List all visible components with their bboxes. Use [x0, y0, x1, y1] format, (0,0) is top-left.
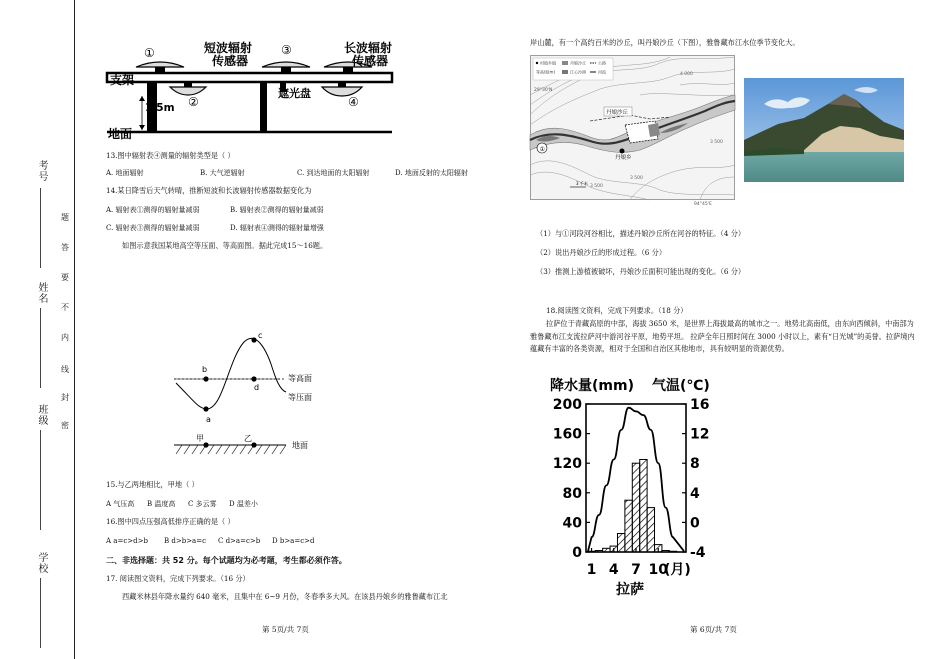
- yi-label: 乙: [244, 434, 252, 443]
- q17-part-2: （2）说出丹娘沙丘的形成过程。（6 分）: [536, 248, 667, 257]
- point-c: [251, 337, 256, 342]
- precip-tick-label: 160: [552, 426, 582, 443]
- temp-axis-label: 气温(℃): [652, 378, 710, 394]
- temp-tick-label: 0: [690, 515, 700, 532]
- seal-char: 答: [61, 243, 69, 252]
- seal-char: 题: [61, 213, 69, 222]
- isohypse-label: 等高面: [288, 374, 312, 383]
- precip-bar: [595, 551, 602, 552]
- dune-photo: [744, 78, 904, 182]
- seal-char: 内: [61, 333, 69, 342]
- school-field[interactable]: [40, 578, 41, 648]
- section-2-heading: 二、非选择题：共 52 分。每个试题均为必考题，考生都必须作答。: [106, 556, 347, 565]
- shade-label: 遮光盘: [278, 87, 311, 100]
- sensor-4-shape: [322, 82, 362, 96]
- q13-option-d[interactable]: D. 地面反射的太阳辐射: [395, 169, 468, 177]
- binding-line: [74, 0, 75, 659]
- precip-tick-label: 120: [552, 456, 582, 473]
- seal-char: 要: [61, 273, 69, 282]
- lon-label: 94°45'E: [694, 202, 712, 207]
- q18-stem: 18.阅读图文资料，完成下列要求。（18 分）: [546, 306, 688, 315]
- x-axis-unit: (月): [664, 562, 691, 578]
- point-yi: [251, 442, 256, 447]
- q15-stem: 15.与乙两地相比，甲地（ ）: [106, 480, 199, 489]
- sensor-1-label: ①: [144, 46, 155, 60]
- scale-label: 3 千米: [576, 181, 588, 186]
- q17-text: 西藏米林县年降水量约 640 毫米，且集中在 6~9 月份，冬春季多大风。在该县丹娘乡的雅鲁藏布江北: [122, 592, 448, 601]
- class-field[interactable]: [40, 430, 41, 530]
- legend-sandbar: 江心沙洲: [570, 69, 586, 75]
- point-d-label: d: [254, 383, 260, 392]
- q13-option-a[interactable]: A. 地面辐射: [106, 169, 144, 177]
- temp-tick-label: 8: [690, 456, 700, 473]
- precip-tick-label: 200: [552, 397, 582, 413]
- precip-tick-label: 80: [562, 485, 582, 502]
- sensor-2-shape: [170, 82, 206, 95]
- sensor-1-shape: [136, 62, 184, 73]
- short-wave-label-2: 传感器: [212, 54, 249, 68]
- q15-option-a[interactable]: A 气压高: [106, 500, 135, 508]
- q13-option-b[interactable]: B. 大气逆辐射: [200, 169, 245, 177]
- elev-3500-label: 3 500: [710, 140, 723, 145]
- precip-tick-label: 0: [572, 545, 582, 561]
- elev-3500-label-3: 3 500: [630, 176, 643, 181]
- height-label: 1.5m: [145, 102, 175, 114]
- temp-tick-label: 16: [690, 397, 710, 413]
- sensor-4-label: ④: [348, 95, 359, 109]
- town-label: 丹娘乡: [615, 155, 632, 161]
- q15-option-c[interactable]: C 多云雾: [188, 500, 217, 508]
- month-tick-label: 7: [631, 562, 641, 578]
- legend-town: 村镇乡镇: [540, 60, 556, 66]
- q13-stem: 13.图中辐射表④测量的辐射类型是（ ）: [106, 151, 235, 160]
- page-number-left: 第 5页/共 7页: [262, 625, 309, 634]
- ground-label-2: 地面: [292, 441, 308, 450]
- point-jia: [203, 442, 208, 447]
- class-label: 班级: [36, 404, 47, 426]
- q16-option-b[interactable]: B d>b>a=c: [164, 537, 207, 545]
- isobar-figure: [168, 330, 358, 460]
- seal-char: 线: [61, 365, 69, 374]
- sensor-3-shape: [262, 62, 310, 73]
- q16-option-a[interactable]: A a=c>d>b: [106, 537, 148, 545]
- legend-dune: 丹娘沙丘: [570, 60, 586, 66]
- point-b-label: b: [202, 365, 208, 374]
- q14-option-d[interactable]: D. 辐射表④测得的辐射量增强: [230, 224, 324, 232]
- long-wave-label: 长波辐射: [344, 41, 393, 55]
- q14-option-c[interactable]: C. 辐射表③测得的辐射量减弱: [106, 224, 200, 232]
- q17-stem: 17. 阅读图文资料，完成下列要求。（16 分）: [106, 574, 250, 583]
- dune-map: [530, 55, 735, 207]
- q17-continued-text: 岸山麓，有一个高约百米的沙丘，叫丹娘沙丘（下图），雅鲁藏布江水位季节变化大。: [530, 38, 800, 47]
- school-label: 学校: [36, 552, 47, 574]
- precip-bar: [655, 545, 662, 552]
- ground-label: 地面: [108, 127, 133, 141]
- month-tick-label: 10: [648, 562, 668, 578]
- temp-tick-label: 12: [690, 426, 710, 443]
- exam-number-field[interactable]: [40, 188, 41, 268]
- legend-contour: 等高线(m): [536, 69, 556, 75]
- q15-16-intro: 如图示意我国某地高空等压面、等高面图。据此完成15～16题。: [122, 241, 328, 250]
- q17-part-3: （3）推测上游植被破坏，丹娘沙丘面积可能出现的变化。（6 分）: [536, 267, 746, 276]
- town-marker: [620, 149, 625, 154]
- q15-option-d[interactable]: D 温差小: [229, 500, 258, 508]
- q15-option-b[interactable]: B 温度高: [147, 500, 176, 508]
- elev-3500-label-2: 3 500: [590, 184, 603, 189]
- elev-4000-label: 4 000: [680, 72, 693, 77]
- precip-bar: [669, 551, 676, 552]
- jia-label: 甲: [196, 434, 204, 443]
- precip-bar: [610, 546, 617, 552]
- lat-label: 29°30'N: [534, 88, 553, 93]
- short-wave-label: 短波辐射: [204, 41, 253, 55]
- precip-bar: [603, 548, 610, 552]
- sensor-2-label: ②: [188, 95, 199, 109]
- long-wave-label-2: 传感器: [352, 54, 389, 68]
- temp-tick-label: -4: [690, 545, 706, 561]
- q14-option-b[interactable]: B. 辐射表②测得的辐射量减弱: [230, 206, 324, 214]
- q16-option-d[interactable]: D b>a=c>d: [272, 537, 315, 545]
- precip-bar: [632, 463, 639, 552]
- exam-number-label: 考号: [36, 160, 47, 182]
- temp-tick-label: 4: [690, 485, 700, 502]
- precip-bar: [662, 551, 669, 552]
- name-label: 姓名: [36, 282, 47, 304]
- precip-bar: [625, 500, 632, 552]
- precip-tick-label: 40: [562, 515, 582, 532]
- seal-char: 封: [61, 393, 69, 402]
- point-c-label: c: [258, 331, 263, 340]
- seal-char: 密: [61, 421, 69, 430]
- q16-option-c[interactable]: C d>a=c>b: [218, 537, 261, 545]
- q14-option-a[interactable]: A. 辐射表①测得的辐射量减弱: [106, 206, 200, 214]
- q14-stem: 14.某日降雪后天气转晴，推断短波和长波辐射传感器数据变化为: [106, 186, 312, 195]
- sensor-3-label: ③: [281, 43, 292, 57]
- month-tick-label: 1: [586, 562, 597, 578]
- legend-road: 公路: [598, 60, 606, 66]
- radiation-sensor-figure: [100, 40, 400, 142]
- q17-part-1: （1）与①河段河谷相比，描述丹娘沙丘所在河谷的特征。（4 分）: [536, 229, 746, 238]
- chart-title: 拉萨: [616, 582, 644, 598]
- precip-bar: [617, 534, 624, 553]
- precip-bar: [647, 508, 654, 552]
- page-number-right: 第 6页/共 7页: [690, 625, 737, 634]
- dune-label: 丹娘沙丘: [606, 110, 629, 116]
- binding-strip: [0, 0, 78, 659]
- seal-char: 不: [61, 303, 69, 312]
- point-a-label: a: [206, 415, 211, 424]
- support-label: 支架: [110, 73, 135, 87]
- q13-option-c[interactable]: C. 到达地面的太阳辐射: [297, 169, 370, 177]
- isobar-label: 等压面: [288, 393, 312, 402]
- q18-text: 拉萨位于青藏高原的中部，海拔 3650 米，是世界上海拔最高的城市之一。地势北高南低，由东向西倾斜，中南部为雅鲁藏布江支流拉萨河中游河谷平原，地势平坦。 拉萨全年日照时间在 3000 小时以上，素有“日光城”的美誉。拉萨境内蕴藏有丰富的各类资源，相对于全国和自治区其他地市，具有较明显的资源优势。: [530, 319, 915, 353]
- month-tick-label: 4: [608, 562, 619, 578]
- point-d: [251, 376, 256, 381]
- legend-river: 河流: [598, 69, 606, 75]
- river-section-1-label: ①: [539, 146, 545, 153]
- precip-bar: [588, 551, 595, 552]
- q16-stem: 16.图中四点压强高低排序正确的是（ ）: [106, 517, 235, 526]
- name-field[interactable]: [40, 308, 41, 388]
- precip-bar: [640, 460, 647, 553]
- lhasa-climate-chart: [540, 375, 730, 597]
- point-a: [203, 406, 208, 411]
- precip-axis-label: 降水量(mm): [550, 378, 634, 394]
- point-b: [203, 376, 208, 381]
